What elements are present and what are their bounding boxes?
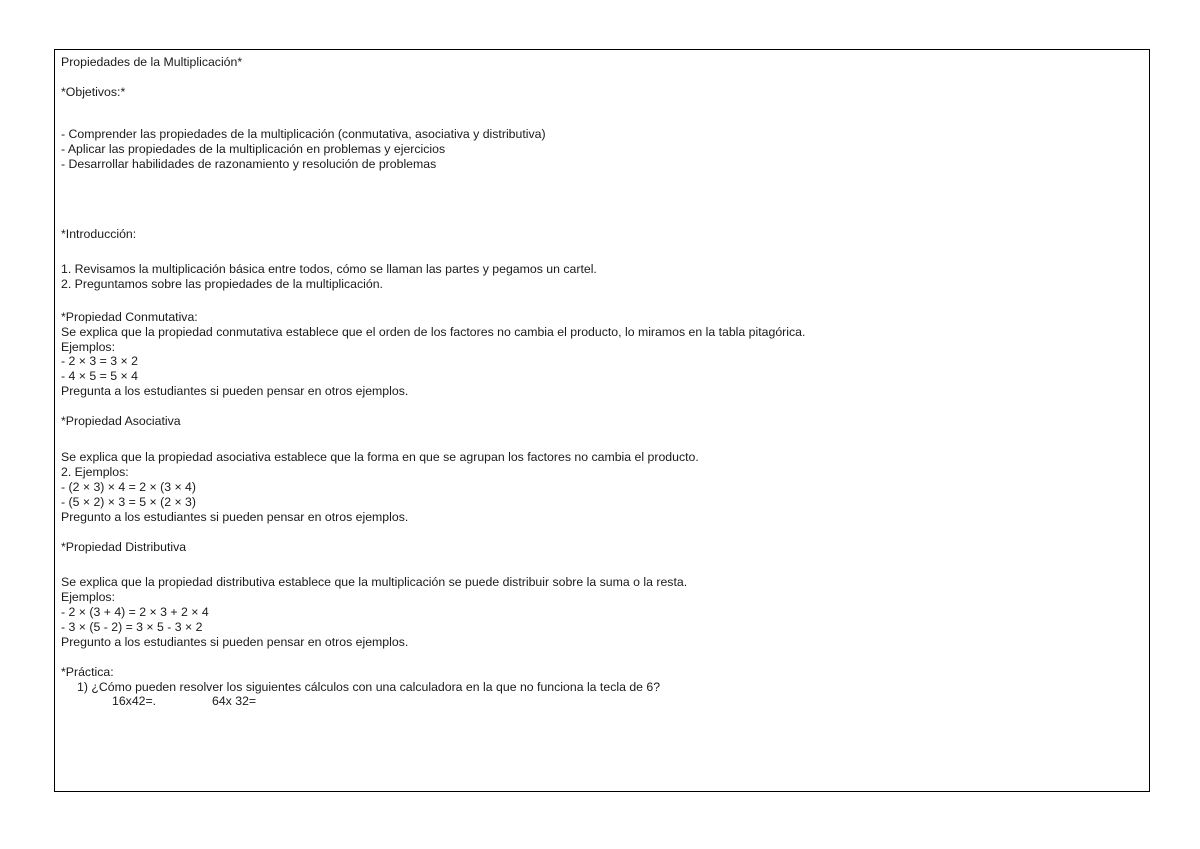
introduccion-heading: *Introducción: xyxy=(61,227,137,241)
asociativa-examples-label: 2. Ejemplos: xyxy=(61,465,129,479)
conmutativa-heading: *Propiedad Conmutativa: xyxy=(61,310,198,324)
conmutativa-example: - 2 × 3 = 3 × 2 xyxy=(61,354,138,368)
objetivos-heading: *Objetivos:* xyxy=(61,85,126,99)
introduccion-item: 2. Preguntamos sobre las propiedades de la multiplicación. xyxy=(61,277,383,291)
asociativa-example: - (5 × 2) × 3 = 5 × (2 × 3) xyxy=(61,495,196,509)
distributiva-heading: *Propiedad Distributiva xyxy=(61,540,187,554)
conmutativa-examples-label: Ejemplos: xyxy=(61,340,115,354)
document-box xyxy=(54,49,1150,792)
distributiva-question: Pregunto a los estudiantes si pueden pensar en otros ejemplos. xyxy=(61,635,409,649)
practica-calc-a: 16x42=. xyxy=(112,694,157,708)
asociativa-question: Pregunto a los estudiantes si pueden pensar en otros ejemplos. xyxy=(61,510,409,524)
asociativa-example: - (2 × 3) × 4 = 2 × (3 × 4) xyxy=(61,480,196,494)
distributiva-explanation: Se explica que la propiedad distributiva establece que la multiplicación se puede distribuir sobre la suma o la resta. xyxy=(61,575,688,589)
practica-calculations xyxy=(112,694,257,708)
conmutativa-explanation: Se explica que la propiedad conmutativa establece que el orden de los factores no cambia el producto, lo miramos en la tabla pitagórica. xyxy=(61,325,806,339)
objetivos-item: - Comprender las propiedades de la multiplicación (conmutativa, asociativa y distributiva) xyxy=(61,127,546,141)
objetivos-item: - Aplicar las propiedades de la multiplicación en problemas y ejercicios xyxy=(61,142,446,156)
document-title: Propiedades de la Multiplicación* xyxy=(61,55,243,69)
distributiva-example: - 2 × (3 + 4) = 2 × 3 + 2 × 4 xyxy=(61,605,209,619)
distributiva-examples-label: Ejemplos: xyxy=(61,590,115,604)
distributiva-example: - 3 × (5 - 2) = 3 × 5 - 3 × 2 xyxy=(61,620,203,634)
conmutativa-example: - 4 × 5 = 5 × 4 xyxy=(61,369,138,383)
introduccion-item: 1. Revisamos la multiplicación básica entre todos, cómo se llaman las partes y pegamos un cartel. xyxy=(61,262,597,276)
asociativa-explanation: Se explica que la propiedad asociativa establece que la forma en que se agrupan los factores no cambia el producto. xyxy=(61,450,699,464)
asociativa-heading: *Propiedad Asociativa xyxy=(61,414,181,428)
practica-calc-b: 64x 32= xyxy=(212,694,257,708)
conmutativa-question: Pregunta a los estudiantes si pueden pensar en otros ejemplos. xyxy=(61,384,409,398)
practica-heading: *Práctica: xyxy=(61,665,114,679)
objetivos-item: - Desarrollar habilidades de razonamiento y resolución de problemas xyxy=(61,157,437,171)
practica-item: 1) ¿Cómo pueden resolver los siguientes cálculos con una calculadora en la que no funciona la tecla de 6? xyxy=(77,680,661,694)
